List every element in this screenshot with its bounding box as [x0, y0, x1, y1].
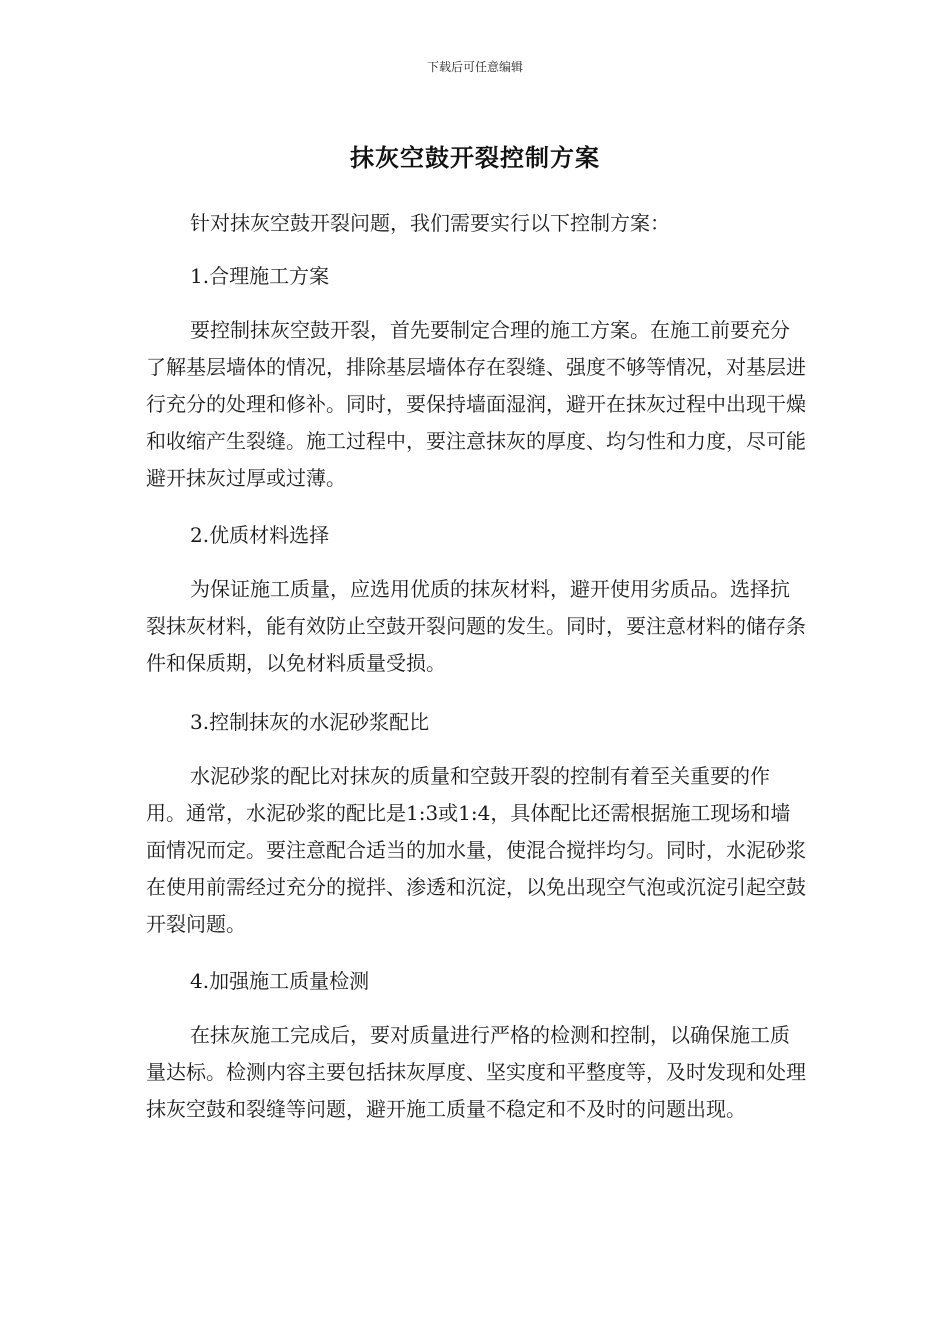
section-heading-2: 2.优质材料选择 [190, 523, 330, 547]
section-heading-4: 4.加强施工质量检测 [190, 969, 370, 993]
section-body-3: 水泥砂浆的配比对抹灰的质量和空鼓开裂的控制有着至关重要的作用。通常，水泥砂浆的配比是1:3或1:4，具体配比还需根据施工现场和墙面情况而定。要注意配合适当的加水量，使混合搅拌均匀。同时，水泥砂浆在使用前需经过充分的搅拌、渗透和沉淀，以免出现空气泡或沉淀引起空鼓开裂问题。 [146, 764, 806, 936]
section-body-1: 要控制抹灰空鼓开裂，首先要制定合理的施工方案。在施工前要充分了解基层墙体的情况，排除基层墙体存在裂缝、强度不够等情况，对基层进行充分的处理和修补。同时，要保持墙面湿润，避开在抹灰过程中出现干燥和收缩产生裂缝。施工过程中，要注意抹灰的厚度、均匀性和力度，尽可能避开抹灰过厚或过薄。 [146, 318, 806, 490]
intro-paragraph: 针对抹灰空鼓开裂问题，我们需要实行以下控制方案： [190, 211, 670, 235]
document-title: 抹灰空鼓开裂控制方案 [350, 144, 600, 172]
header-note: 下载后可任意编辑 [426, 60, 523, 74]
section-body-4: 在抹灰施工完成后，要对质量进行严格的检测和控制，以确保施工质量达标。检测内容主要包括抹灰厚度、坚实度和平整度等，及时发现和处理抹灰空鼓和裂缝等问题，避开施工质量不稳定和不及时的问题出现。 [146, 1023, 806, 1121]
section-heading-3: 3.控制抹灰的水泥砂浆配比 [190, 710, 430, 734]
section-body-2: 为保证施工质量，应选用优质的抹灰材料，避开使用劣质品。选择抗裂抹灰材料，能有效防止空鼓开裂问题的发生。同时，要注意材料的储存条件和保质期，以免材料质量受损。 [146, 577, 806, 675]
section-heading-1: 1.合理施工方案 [190, 264, 330, 288]
